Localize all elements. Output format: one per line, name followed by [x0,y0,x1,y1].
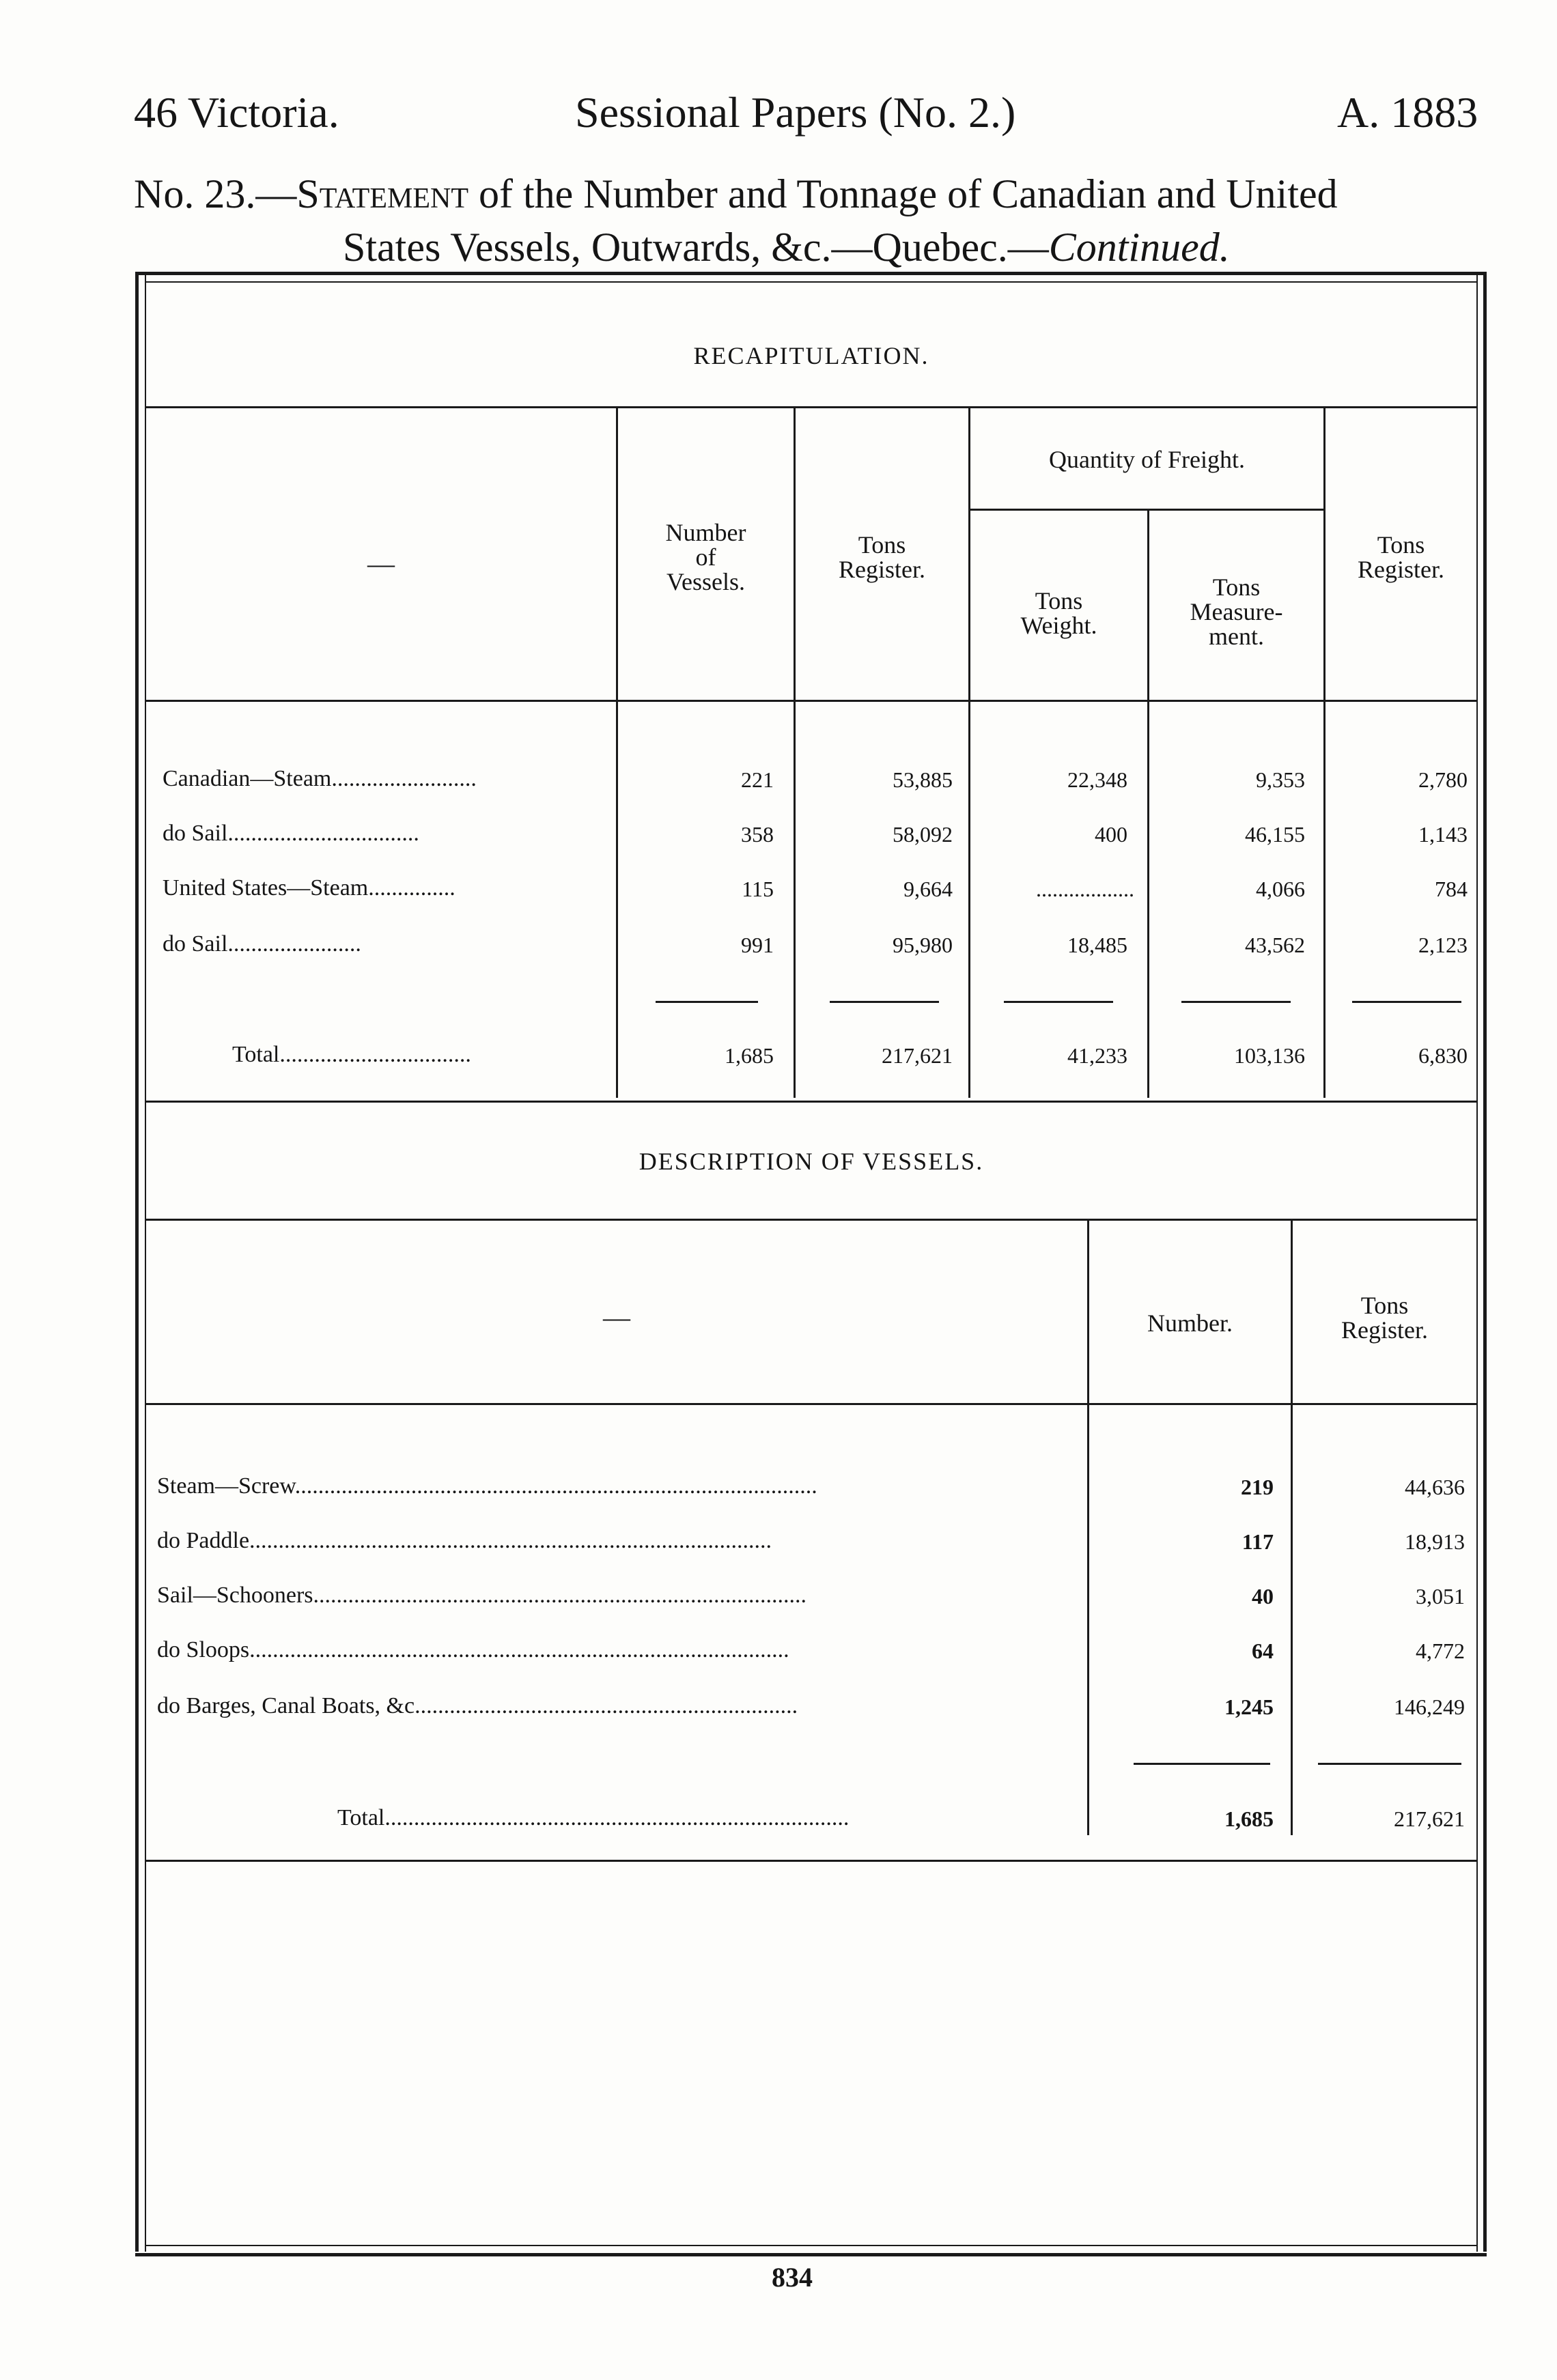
description-header-tons-register-l2: Register. [1341,1316,1428,1344]
recap-header-tons-register [796,533,968,582]
frame-bottom-outer [135,2253,1487,2256]
frame-right-outer [1483,272,1487,2252]
recap-header-vessels [618,520,794,594]
recapitulation-caption: RECAPITULATION. [693,342,929,369]
recap-header-freight-group: Quantity of Freight. [1049,446,1245,473]
page-number: 834 [772,2262,813,2293]
recap-header-tons-weight-l2: Weight. [1020,612,1097,639]
frame-top-inner [145,281,1478,283]
recap-header-tons-weight [970,589,1147,638]
description-header-tons-register-l1: Tons [1360,1292,1409,1319]
recap-row-measurement: 4,066 [1256,877,1305,901]
recap-row-measurement: 9,353 [1256,767,1305,792]
recap-row-register2: 1,143 [1418,822,1468,847]
description-row-label: do Barges, Canal Boats, &c.................................................................. [157,1693,798,1718]
recap-header-tons-measurement-l1: Tons [1212,573,1261,601]
description-header-tons-register [1293,1293,1476,1342]
recap-total-register: 217,621 [882,1043,953,1068]
description-total-label: Total................................................................................ [337,1805,850,1830]
recap-row-register: 53,885 [893,767,953,792]
recap-header-rule [146,700,1476,702]
recap-row-weight: 400 [1095,822,1127,847]
recap-col-sep-5 [1323,408,1325,1098]
recap-header-tons-register-2-l1: Tons [1377,531,1425,558]
description-row-label: Steam—Screw.......................................................................................... [157,1473,817,1499]
recap-caption-rule [146,406,1476,408]
description-header-rule [146,1403,1476,1405]
statement-number: No. 23. [134,171,256,216]
description-row-label: Sail—Schooners..................................................................................... [157,1583,807,1608]
description-row-number: 1,245 [1224,1695,1274,1719]
recap-col-sep-2 [794,408,796,1098]
recap-total-register2: 6,830 [1418,1043,1468,1068]
description-row-register: 4,772 [1416,1639,1465,1663]
recap-row-label: United States—Steam............... [163,875,455,901]
recap-total-rule-2 [830,1001,939,1003]
frame-top-outer [135,272,1487,275]
description-caption-rule [146,1219,1476,1221]
description-row-register: 18,913 [1405,1529,1465,1554]
description-caption: DESCRIPTION OF VESSELS. [639,1148,984,1175]
title-continued: Continued. [1048,225,1230,270]
recap-row-weight: 18,485 [1067,933,1127,957]
recap-row-vessels: 221 [741,767,774,792]
frame-bottom-inner [145,2245,1478,2246]
running-header-right: A. 1883 [1337,88,1478,137]
recap-header-vessels-l1: Number [665,519,746,546]
description-total-rule-1 [1134,1763,1270,1765]
description-header-number: Number. [1147,1309,1233,1337]
recap-row-weight: 22,348 [1067,767,1127,792]
recap-total-label: Total................................. [232,1042,471,1067]
recap-row-register2: 2,780 [1418,767,1468,792]
description-row-label: do Paddle.......................................................................................... [157,1528,772,1553]
recap-row-label: Canadian—Steam......................... [163,766,477,791]
recap-total-measurement: 103,136 [1234,1043,1305,1068]
description-row-register: 3,051 [1416,1584,1465,1609]
description-row-number: 64 [1252,1639,1274,1663]
frame-right-inner [1476,272,1478,2252]
recap-header-tons-register-2 [1325,533,1476,582]
description-stub-dash: — [603,1302,630,1333]
statement-title: No. 23.—Statement of the Number and Tonnage of Canadian and United States Vessels, Outwards, &c.—Quebec.—Continued. [134,171,1338,270]
recap-total-rule-5 [1352,1001,1461,1003]
recap-header-vessels-l2: of [695,543,716,571]
recap-header-vessels-l3: Vessels. [667,568,745,595]
recap-row-vessels: 115 [742,877,774,901]
description-row-register: 146,249 [1394,1695,1465,1719]
recap-row-measurement: 43,562 [1245,933,1305,957]
recap-header-tons-weight-l1: Tons [1035,587,1083,614]
description-row-number: 117 [1242,1529,1274,1554]
description-bottom-rule [146,1860,1476,1862]
recap-freight-group-rule [970,509,1323,511]
recap-row-register2: 784 [1435,877,1468,901]
recap-row-vessels: 358 [741,822,774,847]
recap-header-tons-register-2-l2: Register. [1358,556,1444,583]
recap-total-vessels: 1,685 [725,1043,774,1068]
recap-col-sep-3 [968,408,970,1098]
recap-row-label: do Sail....................... [163,931,361,957]
running-header-center: Sessional Papers (No. 2.) [575,88,1016,137]
description-row-number: 40 [1252,1584,1274,1609]
recap-row-measurement: 46,155 [1245,822,1305,847]
title-line1: of the Number and Tonnage of Canadian and United [468,171,1338,216]
recap-total-rule-3 [1004,1001,1113,1003]
description-row-register: 44,636 [1405,1475,1465,1499]
recap-row-label: do Sail................................. [163,821,419,846]
recap-stub-dash: — [367,548,395,579]
recap-row-register: 9,664 [903,877,953,901]
recap-bottom-rule [146,1101,1476,1103]
recap-row-register2: 2,123 [1418,933,1468,957]
running-header-left: 46 Victoria. [134,88,339,137]
recap-header-tons-measurement-l2: Measure- [1190,598,1283,625]
recap-row-vessels: 991 [741,933,774,957]
recap-header-tons-register-l2: Register. [839,556,925,583]
recap-header-tons-measurement [1149,575,1323,649]
recap-total-rule-1 [656,1001,758,1003]
recap-row-register: 58,092 [893,822,953,847]
recap-total-weight: 41,233 [1067,1043,1127,1068]
frame-left-outer [135,272,139,2252]
description-row-number: 219 [1241,1475,1274,1499]
recap-row-weight: .................. [1036,877,1134,901]
title-line2: States Vessels, Outwards, &c.—Quebec.— [343,225,1049,270]
recap-col-sep-1 [616,408,618,1098]
statement-word: Statement [296,171,468,216]
recap-header-tons-measurement-l3: ment. [1209,623,1264,650]
description-row-label: do Sloops............................................................................................. [157,1637,789,1662]
description-total-register: 217,621 [1394,1807,1465,1831]
recap-row-register: 95,980 [893,933,953,957]
recap-total-rule-4 [1181,1001,1291,1003]
description-total-rule-2 [1318,1763,1461,1765]
description-total-number: 1,685 [1224,1807,1274,1831]
recap-header-tons-register-l1: Tons [858,531,906,558]
